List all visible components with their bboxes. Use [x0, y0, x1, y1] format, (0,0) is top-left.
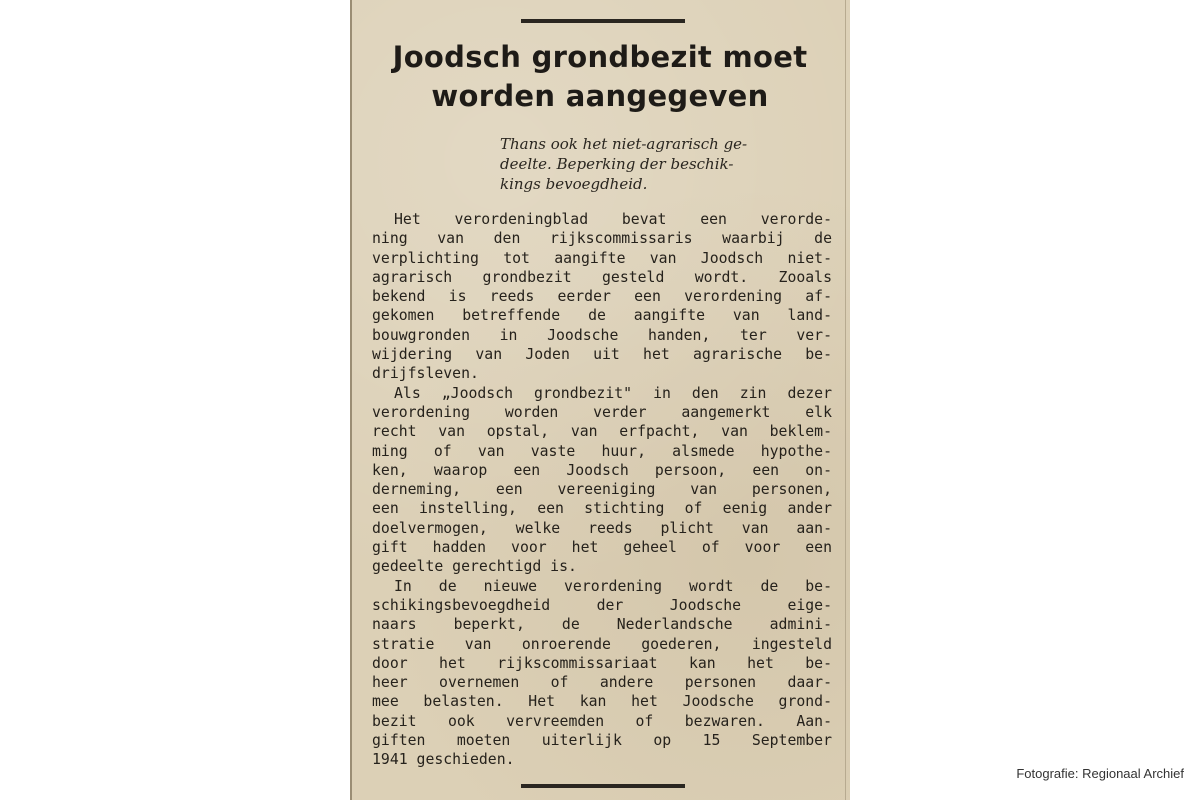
- body-line: agrarisch grondbezit gesteld wordt. Zooals: [372, 268, 832, 286]
- subhead-line: Thans ook het niet-agrarisch ge-: [500, 135, 748, 153]
- article-body: [372, 210, 832, 770]
- body-line: stratie van onroerende goederen, ingesteld: [372, 635, 832, 653]
- body-line: gift hadden voor het geheel of voor een: [372, 539, 832, 557]
- body-line: schikingsbevoegdheid der Joodsche eige-: [372, 596, 832, 614]
- body-line: drijfsleven.: [372, 365, 479, 383]
- body-line: In de nieuwe verordening wordt de be-: [394, 577, 832, 595]
- top-divider-rule: [521, 19, 685, 23]
- body-line: ming of van vaste huur, alsmede hypothe-: [372, 442, 832, 460]
- body-line: ning van den rijkscommissaris waarbij de: [372, 230, 832, 248]
- photo-credit: Fotografie: Regionaal Archief: [1016, 766, 1184, 781]
- body-line: ken, waarop een Joodsch persoon, een on-: [372, 461, 832, 479]
- subhead-line: deelte. Beperking der beschik-: [500, 155, 734, 173]
- body-line: Als „Joodsch grondbezit" in den zin dezer: [394, 384, 832, 402]
- body-line: mee belasten. Het kan het Joodsche grond-: [372, 693, 832, 711]
- body-line: gedeelte gerechtigd is.: [372, 558, 577, 576]
- bottom-divider-rule: [521, 784, 685, 788]
- headline-line: Joodsch grondbezit moet: [392, 40, 808, 74]
- headline-line: worden aangegeven: [431, 79, 769, 113]
- column-border-right: [845, 0, 846, 800]
- body-line: 1941 geschieden.: [372, 751, 515, 769]
- body-line: naars beperkt, de Nederlandsche admini-: [372, 616, 832, 634]
- body-line: verordening worden verder aangemerkt elk: [372, 403, 832, 421]
- body-line: bekend is reeds eerder een verordening af-: [372, 288, 832, 306]
- body-line: heer overnemen of andere personen daar-: [372, 674, 832, 692]
- article-headline: [362, 38, 838, 116]
- body-line: giften moeten uiterlijk op 15 September: [372, 732, 832, 750]
- body-line: door het rijkscommissariaat kan het be-: [372, 654, 832, 672]
- body-line: gekomen betreffende de aangifte van land-: [372, 307, 832, 325]
- body-line: Het verordeningblad bevat een verorde-: [394, 211, 832, 228]
- body-line: bouwgronden in Joodsche handen, ter ver-: [372, 326, 832, 344]
- article-subheading: [500, 134, 836, 194]
- body-line: doelvermogen, welke reeds plicht van aan-: [372, 519, 832, 537]
- body-line: recht van opstal, van erfpacht, van beklem-: [372, 423, 832, 441]
- body-line: derneming, een vereeniging van personen,: [372, 481, 832, 499]
- body-line: wijdering van Joden uit het agrarische be-: [372, 346, 832, 364]
- newspaper-clipping: [350, 0, 850, 800]
- column-border-left: [350, 0, 352, 800]
- subhead-line: kings bevoegdheid.: [500, 175, 648, 193]
- body-line: verplichting tot aangifte van Joodsch niet-: [372, 249, 832, 267]
- body-line: bezit ook vervreemden of bezwaren. Aan-: [372, 712, 832, 730]
- body-line: een instelling, een stichting of eenig ander: [372, 500, 832, 518]
